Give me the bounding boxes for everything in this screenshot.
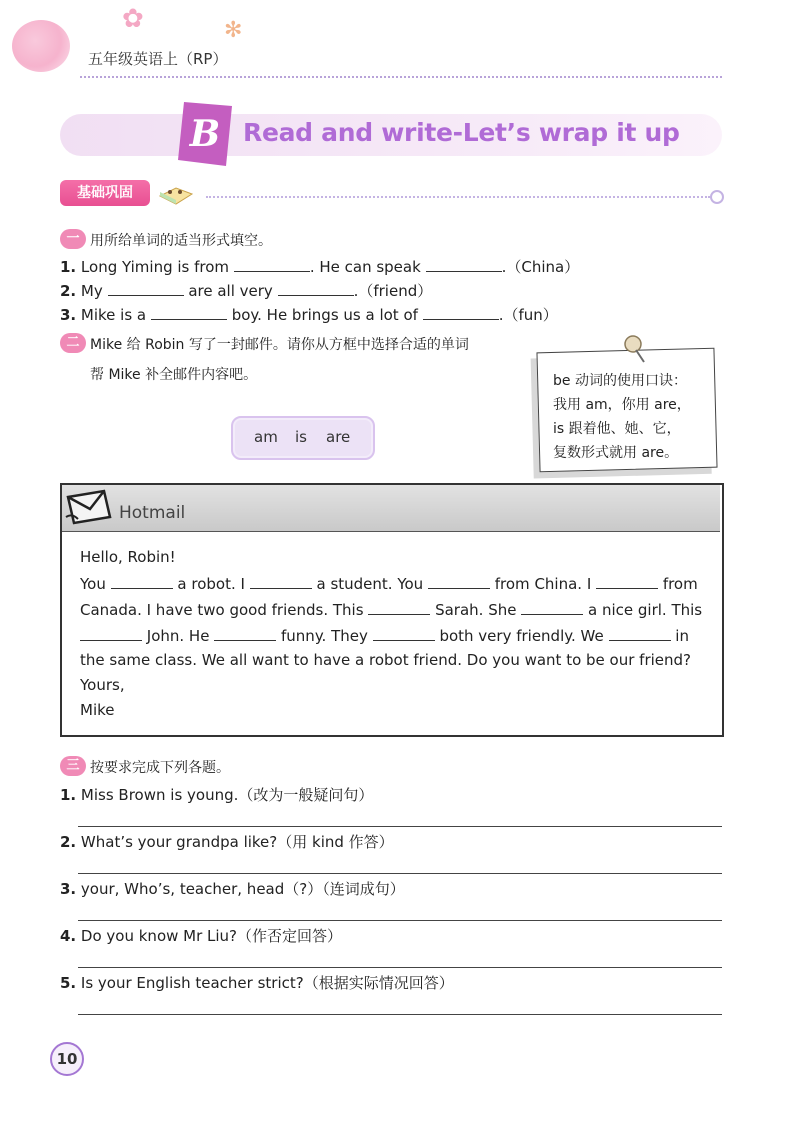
section-divider-end	[710, 190, 724, 204]
email-line-3	[80, 626, 689, 645]
envelope-icon	[64, 487, 114, 527]
question-text: Mike is a	[80, 306, 147, 324]
part3-question-5	[60, 972, 454, 993]
tip-line: 复数形式就用 are。	[553, 445, 679, 461]
part3-question-4	[60, 925, 342, 946]
answer-line[interactable]	[78, 1014, 722, 1015]
answer-blank[interactable]	[368, 600, 430, 615]
flower-icon: ✿	[122, 4, 144, 34]
part1-title: 用所给单词的适当形式填空。	[90, 233, 272, 249]
question-text: Miss Brown is young.	[80, 786, 239, 804]
email-text: from China. I	[494, 575, 592, 593]
email-text: in	[675, 627, 689, 645]
answer-blank[interactable]	[521, 600, 583, 615]
question-text: are all very	[188, 282, 273, 300]
word-option: are	[326, 428, 351, 446]
question-number: 3.	[60, 880, 77, 898]
book-title: 五年级英语上（RP）	[88, 50, 228, 68]
email-line-1	[80, 574, 698, 593]
part3-question-2	[60, 831, 394, 852]
answer-blank[interactable]	[423, 305, 499, 320]
decorative-blob	[12, 20, 70, 72]
section-label: 基础巩固	[60, 180, 150, 206]
part3-question-3	[60, 878, 405, 899]
answer-blank[interactable]	[426, 257, 502, 272]
question-number: 3.	[60, 306, 77, 324]
lesson-title: Read and write-Let’s wrap it up	[243, 118, 680, 147]
answer-line[interactable]	[78, 826, 722, 827]
answer-blank[interactable]	[80, 626, 142, 641]
answer-blank[interactable]	[108, 281, 184, 296]
section-divider	[206, 196, 710, 198]
answer-blank[interactable]	[250, 574, 312, 589]
question-text: What’s your grandpa like?	[80, 833, 278, 851]
question-hint: （改为一般疑问句）	[238, 786, 374, 804]
question-text: Do you know Mr Liu?	[80, 927, 238, 945]
email-text: You	[80, 575, 106, 593]
question-text: boy. He brings us a lot of	[231, 306, 418, 324]
book-icon	[156, 182, 196, 206]
part-marker: 二	[60, 333, 86, 353]
answer-blank[interactable]	[373, 626, 435, 641]
lesson-badge-icon	[178, 102, 232, 166]
question-number: 1.	[60, 258, 77, 276]
question-number: 4.	[60, 927, 77, 945]
email-greeting: Hello, Robin!	[80, 548, 176, 566]
tip-line: is 跟着他、她、它，	[553, 421, 681, 437]
page-number: 10	[50, 1042, 84, 1076]
lesson-badge-letter: B	[189, 113, 221, 155]
question-text: Long Yiming is from	[80, 258, 230, 276]
part1-question-2	[60, 280, 432, 301]
email-text: a nice girl. This	[588, 601, 703, 619]
question-hint: （用 kind 作答）	[277, 833, 394, 851]
flower-icon: ✻	[224, 18, 243, 43]
email-text: a robot. I	[177, 575, 245, 593]
question-number: 1.	[60, 786, 77, 804]
email-text: a student. You	[316, 575, 424, 593]
part-marker: 三	[60, 756, 86, 776]
answer-line[interactable]	[78, 967, 722, 968]
question-text: Is your English teacher strict?	[80, 974, 304, 992]
question-hint: .（China）	[501, 258, 580, 276]
question-hint: （连词成句）	[322, 880, 405, 898]
answer-blank[interactable]	[151, 305, 227, 320]
answer-line[interactable]	[78, 873, 722, 874]
email-line-2	[80, 600, 702, 619]
answer-blank[interactable]	[111, 574, 173, 589]
word-option: am	[254, 428, 278, 446]
email-text: John. He	[146, 627, 210, 645]
question-number: 2.	[60, 833, 77, 851]
email-text: funny. They	[281, 627, 368, 645]
answer-blank[interactable]	[609, 626, 671, 641]
part3-title: 按要求完成下列各题。	[90, 760, 230, 776]
tip-line: 我用 am，你用 are，	[553, 397, 691, 413]
part2-title-line-1: Mike 给 Robin 写了一封邮件。请你从方框中选择合适的单词	[90, 337, 469, 353]
question-text: . He can speak	[309, 258, 421, 276]
email-text: from	[662, 575, 698, 593]
email-text: both very friendly. We	[439, 627, 604, 645]
question-hint: （根据实际情况回答）	[303, 974, 454, 992]
header-divider	[80, 76, 722, 78]
answer-blank[interactable]	[428, 574, 490, 589]
pushpin-icon	[620, 334, 650, 364]
answer-blank[interactable]	[214, 626, 276, 641]
answer-blank[interactable]	[278, 281, 354, 296]
email-text: Canada. I have two good friends. This	[80, 601, 364, 619]
email-app-name: Hotmail	[119, 503, 186, 523]
email-closing: Yours,	[80, 676, 125, 694]
tip-line: be 动词的使用口诀：	[553, 373, 687, 389]
part3-question-1	[60, 784, 373, 805]
question-hint: （作否定回答）	[237, 927, 343, 945]
answer-blank[interactable]	[596, 574, 658, 589]
part-marker: 一	[60, 229, 86, 249]
word-option: is	[295, 428, 307, 446]
question-text: your, Who’s, teacher, head（?）	[80, 880, 323, 898]
part2-title-line-2: 帮 Mike 补全邮件内容吧。	[90, 367, 258, 383]
answer-line[interactable]	[78, 920, 722, 921]
question-number: 5.	[60, 974, 77, 992]
question-number: 2.	[60, 282, 77, 300]
email-signature: Mike	[80, 701, 115, 719]
email-text: Sarah. She	[435, 601, 517, 619]
question-text: My	[80, 282, 103, 300]
question-hint: .（fun）	[498, 306, 558, 324]
question-hint: .（friend）	[353, 282, 433, 300]
email-line-4: the same class. We all want to have a robot friend. Do you want to be our friend?	[80, 651, 692, 669]
part1-question-3	[60, 304, 558, 325]
part1-question-1	[60, 256, 579, 277]
answer-blank[interactable]	[234, 257, 310, 272]
